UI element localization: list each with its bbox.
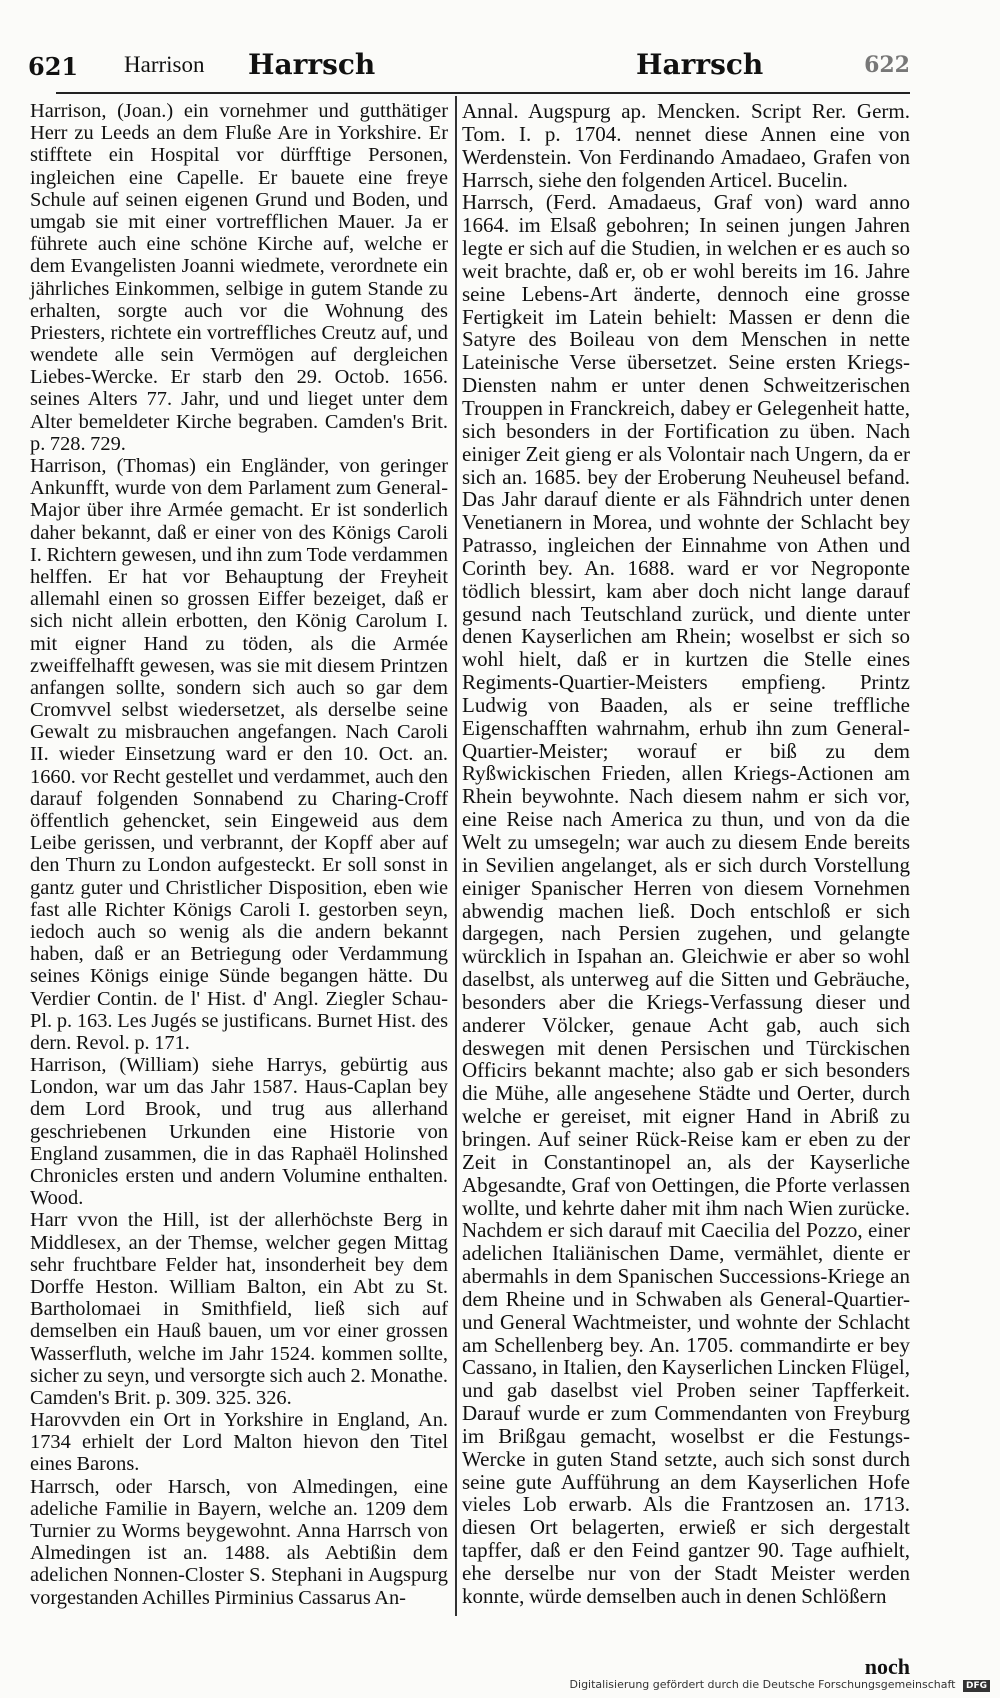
page-number-right: 622: [864, 52, 910, 78]
header-rule: [56, 92, 910, 94]
page-header: [28, 48, 910, 92]
running-head-left: Harrison: [124, 52, 205, 77]
column-keyword-right: Harrsch: [636, 48, 764, 81]
digitization-footer: [570, 1678, 990, 1692]
catchword: noch: [864, 1654, 910, 1679]
right-column-text: Annal. Augspurg ap. Mencken. Script Rer. Germ. Tom. I. p. 1704. nennet diese Annen eine von Werdenstein. Von Ferdinando Amadaeo, Grafen von Harrsch, siehe den folgenden Articel. Bucelin. Harrsch, (Ferd. Amadaeus, Graf von) ward anno 1664. im Elsaß gebohren; In seinen jungen Jahren legte er sich auf die Studien, in welchen er es auch so weit brachte, daß er, ob er wohl bereits im 16. Jahre seine Lebens-Art änderte, dennoch eine grosse Fertigkeit im Latein behielt: Massen er denn die Satyre des Boileau von dem Menschen in nette Lateinische Verse übersetzet. Seine ersten Kriegs-Diensten nahm er unter denen Schweitzerischen Trouppen in Franckreich, dabey er Gelegenheit hatte, sich besonders in der Fortification zu üben. Nach einiger Zeit gieng er als Volontair nach Ungern, da er sich an. 1685. bey der Eroberung Neuheusel befand. Das Jahr darauf diente er als Fähndrich unter denen Venetianern in Morea, und wohnte der Schlacht bey Patrasso, ingleichen der Einnahme von Athen und Corinth bey. An. 1688. ward er vor Negroponte tödlich blessirt, kam aber doch nicht lange darauf gesund nach Teutschland zurück, und diente unter denen Kayserlichen am Rhein; woselbst er sich so wohl hielt, daß er in kurtzen die Stelle eines Regiments-Quartier-Meisters empfieng. Printz Ludwig von Baaden, als er seine treffliche Eigenschafften wahrnahm, erhub ihn zum General-Quartier-Meister; worauf er biß zu dem Ryßwickischen Frieden, allen Kriegs-Actionen am Rhein beywohnte. Nach diesem nahm er sich vor, eine Reise nach America zu thun, und von da die Welt zu umsegeln; war auch zu diesem Ende bereits in Sevilien angelanget, als er sich durch Vorstellung einiger Spanischer Herren von diesem Vornehmen abwendig machen ließ. Doch entschloß er sich dargegen, nach Persien zugehen, und gelangte würcklich in Ispahan an. Gleichwie er aber so wohl daselbst, als unterweg auf die Sitten und Gebräuche, besonders aber die Kriegs-Verfassung dieser und anderer Völcker, genaue Acht gab, auch sich deswegen mit denen Persischen und Türckischen Officirs bekannt machte; also gab er sich besonders die Mühe, alle angesehene Städte und Oerter, durch welche er gereiset, mit eigner Hand in Abriß zu bringen. Auf seiner Rück-Reise kam er eben zu der Zeit in Constantinopel an, als der Kayserliche Abgesandte, Graf von Oettingen, die Pforte verlassen wollte, und kehrte daher mit ihm nach Wien zurücke. Nachdem er sich darauf mit Caecilia del Pozzo, einer adelichen Italiänischen Dame, vermählet, diente er abermahls in dem Spanischen Successions-Kriege an dem Rheine und in Schwaben als General-Quartier- und General Wachtmeister, und wohnte der Schlacht am Schellenberg bey. An. 1705. commandirte er bey Cassano, in Italien, den Kayserlichen Lincken Flügel, und gab daselbst viel Proben seiner Tapfferkeit. Darauf wurde er zum Commendanten von Freyburg im Brißgau gemacht, woselbst er die Festungs-Wercke in guten Stand setzte, auch sich sonst durch seine gute Aufführung an dem Kayserlichen Hofe vieles Lob erwarb. Als die Frantzosen an. 1713. diesen Ort belagerten, erwieß er sich dergestalt tapffer, daß er den Feind gantzer 90. Tage aufhielt, ehe derselbe nur von der Stadt Meister werden konnte, würde demselben auch in denen Schlößern: [462, 99, 910, 1608]
footer-text: Digitalisierung gefördert durch die Deutsche Forschungsgemeinschaft: [569, 1678, 956, 1691]
column-divider: [455, 96, 457, 1616]
dfg-logo: DFG: [963, 1680, 990, 1692]
column-keyword-left: Harrsch: [248, 48, 376, 81]
page-number-left: 621: [28, 52, 79, 81]
left-column-text: Harrison, (Joan.) ein vornehmer und gutthätiger Herr zu Leeds an dem Fluße Are in Yorkshire. Er stifftete ein Hospital vor dürfftige Personen, ingleichen eine Capelle. Er bauete eine freye Schule auf seinen eigenen Grund und Boden, und umgab sie mit einer vortrefflichen Mauer. Ja er führete auch eine schöne Kirche auf, welche er dem Evangelisten Joanni wiedmete, verordnete ein jährliches Einkommen, selbige in gutem Stande zu erhalten, sorgte auch vor die Wohnung des Priesters, richtete ein vortreffliches Creutz auf, und wendete alle sein Vermögen auf dergleichen Liebes-Wercke. Er starb den 29. Octob. 1656. seines Alters 77. Jahr, und und lieget unter dem Alter bemeldeter Kirche begraben. Camden's Brit. p. 728. 729. Harrison, (Thomas) ein Engländer, von geringer Ankunfft, wurde von dem Parlament zum General-Major über ihre Armée gemacht. Er ist sonderlich daher bekannt, daß er einer von des Königs Caroli I. Richtern gewesen, und ihn zum Tode verdammen helffen. Er hat vor Behauptung der Freyheit allemahl einen so grossen Eiffer bezeiget, daß er sich nicht allein erbotten, den König Carolum I. mit eigner Hand zu töden, als die Armée zweiffelhafft gewesen, was sie mit diesem Printzen anfangen sollte, sondern sich auch so gar dem Cromvvel selbst wiedersetzet, als derselbe seine Gewalt zu misbrauchen angefangen. Nach Caroli II. wieder Einsetzung ward er den 10. Oct. an. 1660. vor Recht gestellet und verdammet, auch den darauf folgenden Sonnabend zu Charing-Croff öffentlich gehencket, sein Eingeweid aus dem Leibe gerissen, und verbrannt, der Kopff aber auf den Thurn zu London aufgesteckt. Er soll sonst in gantz guter und Christlicher Disposition, eben wie fast alle Richter Königs Caroli I. gestorben seyn, iedoch auch so wenig als die andern bekannt haben, daß er an Betriegung oder Verdammung seines Königs einige Sünde begangen hätte. Du Verdier Contin. de l' Hist. d' Angl. Ziegler Schau-Pl. p. 163. Les Jugés se justificans. Burnet Hist. des dern. Revol. p. 171. Harrison, (William) siehe Harrys, gebürtig aus London, war um das Jahr 1587. Haus-Caplan bey dem Lord Brook, und trug aus allerhand geschriebenen Urkunden eine Historie von England zusammen, die in das Raphaël Holinshed Chronicles ersten und andern Volumine enthalten. Wood. Harr vvon the Hill, ist der allerhöchste Berg in Middlesex, an der Themse, welcher gegen Mittag sehr fruchtbare Felder hat, insonderheit bey dem Dorffe Heston. William Balton, ein Abt zu St. Bartholomaei in Smithfield, ließ sich auf demselben ein Hauß bauen, um vor einer grossen Wasserfluth, welche im Jahr 1524. kommen sollte, sicher zu seyn, und versorgte sich auch 2. Monathe. Camden's Brit. p. 309. 325. 326. Harovvden ein Ort in Yorkshire in England, An. 1734 erhielt der Lord Malton hievon den Titel eines Barons. Harrsch, oder Harsch, von Almedingen, eine adeliche Familie in Bayern, welche an. 1209 dem Turnier zu Worms beygewohnt. Anna Harrsch von Almedingen ist an. 1488. als Aebtißin dem adelichen Nonnen-Closter S. Stephani in Augspurg vorgestanden Achilles Pirminius Cassarus An-: [30, 100, 448, 1609]
